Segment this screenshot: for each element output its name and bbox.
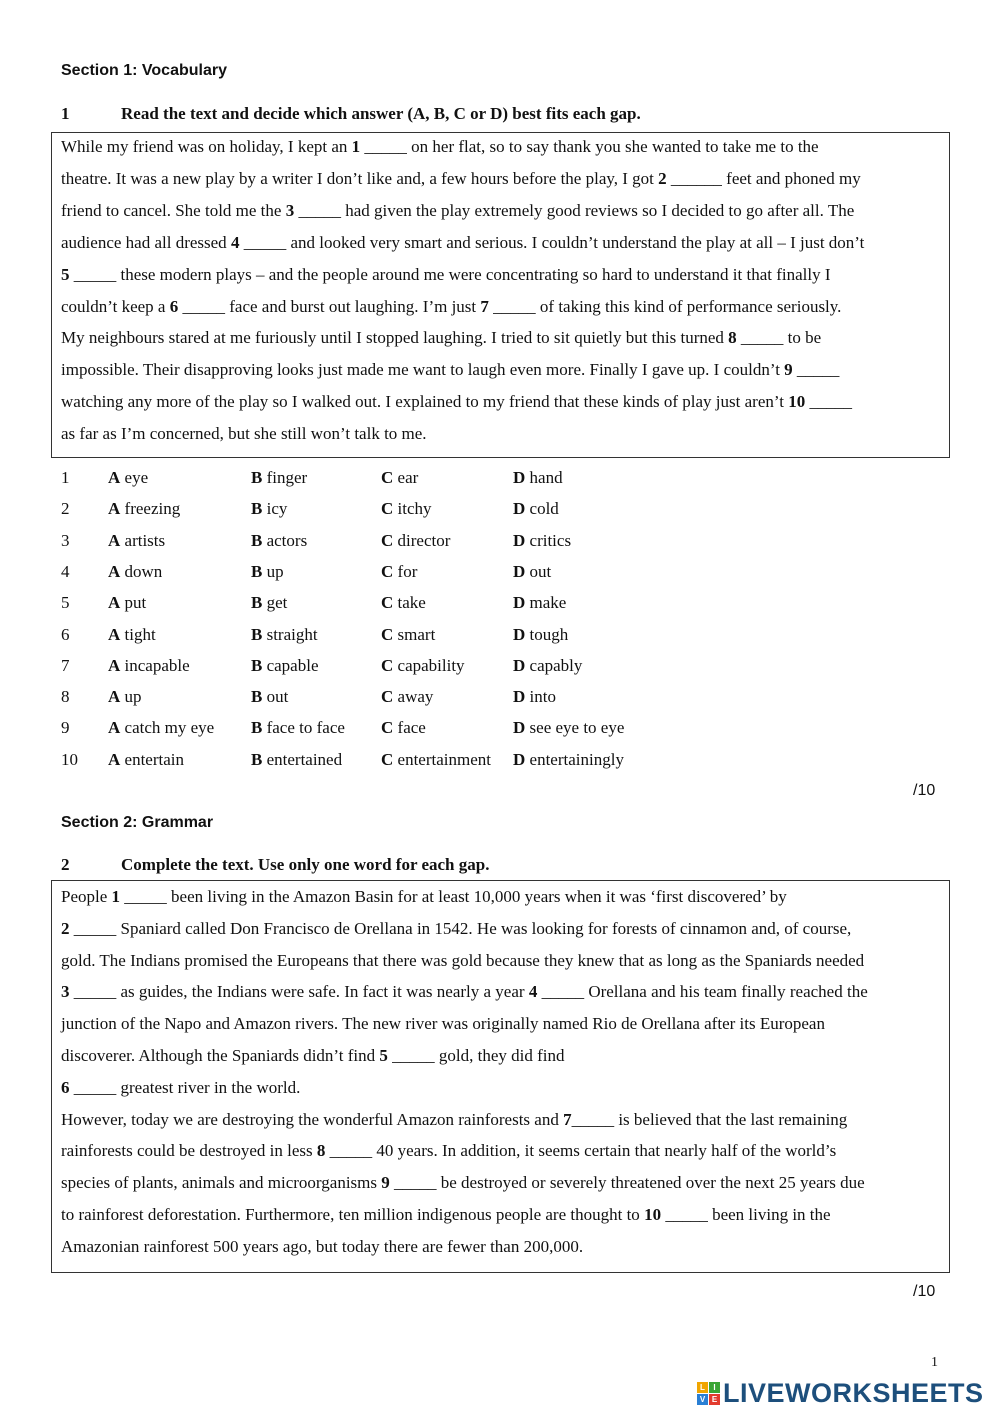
option-c[interactable]: [381, 750, 491, 770]
option-text: entertain: [124, 749, 184, 769]
page-number: 1: [931, 1355, 938, 1370]
gap-number: 9: [381, 1173, 390, 1193]
question-number: 1: [61, 104, 70, 123]
option-letter: B: [251, 749, 263, 769]
option-text: out: [266, 687, 289, 707]
option-b[interactable]: [251, 593, 287, 613]
passage-text: _____ gold, they did find: [387, 1046, 565, 1065]
passage-text: _____ on her flat, so to say thank you she wanted to take me to the: [360, 137, 819, 156]
option-b[interactable]: [251, 625, 318, 645]
option-text: out: [529, 561, 552, 581]
option-text: finger: [266, 468, 308, 487]
option-row: [0, 499, 700, 523]
option-c[interactable]: [381, 531, 450, 551]
option-letter: B: [251, 530, 263, 550]
option-text: cold: [529, 499, 559, 519]
passage-line: [61, 1046, 565, 1066]
instruction-text: Complete the text. Use only one word for each gap.: [121, 855, 490, 874]
passage-line: [61, 360, 839, 380]
option-letter: D: [513, 561, 526, 581]
passage-line: [61, 982, 868, 1002]
passage-text: _____ Spaniard called Don Francisco de Orellana in 1542. He was looking for forests of cinnamon and, of course,: [69, 918, 852, 938]
item-number: 3: [61, 530, 70, 550]
passage-text: _____ face and burst out laughing. I’m just: [178, 296, 481, 316]
passage-line: [61, 1141, 836, 1161]
passage-text: _____: [792, 360, 840, 380]
section1-heading: Section 1: Vocabulary: [61, 62, 227, 79]
option-text: make: [529, 593, 567, 613]
option-d[interactable]: [513, 625, 568, 645]
liveworksheets-logo: L I V E LIVEWORKSHEETS: [697, 1378, 984, 1409]
passage-line: [61, 919, 851, 939]
option-text: up: [124, 687, 142, 707]
passage-text: _____ and looked very smart and serious. I couldn’t understand the play at all – I just don’t: [239, 232, 865, 252]
question2-instruction: [61, 855, 489, 875]
option-text: capability: [397, 655, 465, 675]
gap-number: 8: [728, 328, 737, 348]
passage-text: as far as I’m concerned, but she still won’t talk to me.: [61, 424, 427, 444]
option-letter: D: [513, 718, 526, 738]
option-letter: C: [381, 624, 394, 644]
passage-text: species of plants, animals and microorganisms: [61, 1173, 382, 1193]
passage-text: _____ is believed that the last remaining: [571, 1109, 848, 1129]
option-c[interactable]: [381, 562, 417, 582]
option-a[interactable]: [108, 750, 184, 770]
option-letter: C: [381, 749, 394, 769]
passage-line: [61, 392, 852, 412]
option-text: actors: [266, 530, 308, 550]
option-a[interactable]: [108, 499, 180, 519]
item-number: 10: [61, 749, 78, 769]
passage-text: _____ been living in the Amazon Basin for at least 10,000 years when it was ‘first discovered’ by: [120, 887, 787, 906]
option-letter: C: [381, 468, 394, 487]
option-letter: D: [513, 687, 526, 707]
option-text: director: [397, 530, 451, 550]
option-letter: C: [381, 718, 394, 738]
option-text: catch my eye: [124, 718, 215, 738]
passage-line: [61, 137, 819, 157]
section2-score: /10: [913, 1283, 936, 1300]
option-b[interactable]: [251, 562, 284, 582]
option-text: down: [124, 561, 163, 581]
passage-text: friend to cancel. She told me the: [61, 200, 286, 220]
option-row: [0, 750, 700, 774]
option-text: capably: [529, 655, 583, 675]
passage-text: _____ had given the play extremely good reviews so I decided to go after all. The: [294, 200, 855, 220]
passage-line: [61, 1173, 865, 1193]
option-letter: D: [513, 593, 526, 613]
item-number: 6: [61, 624, 70, 644]
passage-text: junction of the Napo and Amazon rivers. The new river was originally named Rio de Orellana after its European: [61, 1014, 825, 1034]
option-text: up: [266, 561, 284, 581]
option-text: tough: [529, 624, 569, 644]
option-letter: A: [108, 530, 121, 550]
passage-text: People: [61, 887, 112, 906]
option-letter: A: [108, 499, 121, 519]
section2-heading: Section 2: Grammar: [61, 814, 214, 831]
option-text: ear: [397, 468, 419, 487]
option-text: see eye to eye: [529, 718, 625, 738]
option-letter: A: [108, 561, 121, 581]
passage-text: Amazonian rainforest 500 years ago, but today there are fewer than 200,000.: [61, 1236, 584, 1256]
option-letter: B: [251, 687, 263, 707]
option-d[interactable]: [513, 750, 624, 770]
option-letter: A: [108, 593, 121, 613]
passage-text: _____: [805, 392, 852, 412]
item-number: 9: [61, 718, 70, 738]
option-text: freezing: [124, 499, 181, 519]
option-c[interactable]: [381, 468, 418, 488]
option-row: [0, 562, 700, 586]
option-a[interactable]: [108, 593, 146, 613]
option-text: for: [397, 561, 418, 581]
gap-number: 5: [379, 1046, 388, 1065]
passage-text: _____ 40 years. In addition, it seems certain that nearly half of the world’s: [325, 1141, 837, 1161]
option-letter: B: [251, 593, 263, 613]
gap-number: 5: [61, 264, 70, 284]
gap-number: 4: [528, 982, 538, 1002]
option-b[interactable]: [251, 531, 307, 551]
option-letter: A: [108, 624, 121, 644]
passage-text: impossible. Their disapproving looks just made me want to laugh even more. Finally I gave up. I couldn’t: [61, 360, 785, 380]
option-text: capable: [266, 655, 319, 675]
option-text: icy: [266, 499, 288, 519]
option-letter: D: [513, 624, 526, 644]
option-letter: B: [251, 499, 263, 519]
option-letter: C: [381, 530, 394, 550]
gap-number: 10: [644, 1205, 662, 1224]
option-d[interactable]: [513, 531, 571, 551]
passage-text: discoverer. Although the Spaniards didn’t find: [61, 1046, 380, 1065]
option-b[interactable]: [251, 468, 307, 488]
option-text: put: [124, 593, 147, 613]
option-d[interactable]: [513, 562, 551, 582]
option-letter: C: [381, 593, 394, 613]
option-c[interactable]: [381, 687, 433, 707]
passage-line: [61, 951, 864, 971]
option-text: face: [397, 718, 426, 738]
passage-text: watching any more of the play so I walked out. I explained to my friend that these kinds of play just aren’t: [61, 392, 789, 412]
option-d[interactable]: [513, 656, 582, 676]
gap-number: 2: [61, 918, 70, 938]
option-d[interactable]: [513, 499, 559, 519]
option-a[interactable]: [108, 468, 148, 488]
option-letter: B: [251, 561, 263, 581]
option-letter: A: [108, 749, 121, 769]
passage-text: to rainforest deforestation. Furthermore, ten million indigenous people are thought to: [61, 1205, 645, 1224]
option-row: [0, 687, 700, 711]
option-row: [0, 593, 700, 617]
item-number: 8: [61, 687, 70, 707]
option-c[interactable]: [381, 593, 426, 613]
option-text: hand: [529, 468, 563, 487]
option-b[interactable]: [251, 499, 287, 519]
grammar-passage: [51, 880, 950, 1273]
gap-number: 3: [61, 982, 70, 1002]
logo-tiles-icon: L I V E: [697, 1382, 720, 1405]
passage-text: gold. The Indians promised the Europeans that there was gold because they knew that as long as the Spaniards needed: [61, 950, 865, 970]
option-letter: C: [381, 499, 394, 519]
section1-score: /10: [913, 782, 936, 799]
passage-text: However, today we are destroying the wonderful Amazon rainforests and: [61, 1109, 564, 1129]
option-text: tight: [124, 624, 156, 644]
instruction-text: Read the text and decide which answer (A, B, C or D) best fits each gap.: [121, 104, 641, 123]
option-letter: C: [381, 655, 394, 675]
passage-text: couldn’t keep a: [61, 296, 170, 316]
option-text: entertainment: [397, 749, 491, 769]
passage-text: rainforests could be destroyed in less: [61, 1141, 317, 1161]
question1-instruction: [61, 104, 641, 124]
gap-number: 1: [351, 137, 361, 156]
option-letter: C: [381, 561, 394, 581]
passage-line: [61, 887, 787, 907]
passage-text: _____ as guides, the Indians were safe. In fact it was nearly a year: [69, 982, 529, 1002]
option-b[interactable]: [251, 656, 319, 676]
option-a[interactable]: [108, 656, 190, 676]
option-a[interactable]: [108, 718, 214, 738]
option-letter: D: [513, 499, 526, 519]
passage-text: My neighbours stared at me furiously until I stopped laughing. I tried to sit quietly but this turned: [61, 328, 729, 348]
option-a[interactable]: [108, 562, 162, 582]
option-b[interactable]: [251, 750, 342, 770]
option-a[interactable]: [108, 625, 156, 645]
passage-line: [61, 297, 841, 317]
passage-line: [61, 1237, 583, 1257]
passage-text: theatre. It was a new play by a writer I don’t like and, a few hours before the play, I got: [61, 168, 659, 188]
option-letter: B: [251, 624, 263, 644]
gap-number: 7: [563, 1109, 572, 1129]
option-text: eye: [124, 468, 149, 487]
passage-text: While my friend was on holiday, I kept an: [61, 137, 352, 156]
option-row: [0, 656, 700, 680]
option-text: artists: [124, 530, 166, 550]
gap-number: 3: [285, 200, 295, 220]
passage-line: [61, 328, 821, 348]
option-text: critics: [529, 530, 572, 550]
passage-line: [61, 1078, 300, 1098]
option-letter: A: [108, 655, 121, 675]
passage-line: [61, 265, 831, 285]
passage-text: _____ to be: [736, 328, 822, 348]
option-c[interactable]: [381, 499, 432, 519]
option-d[interactable]: [513, 718, 624, 738]
passage-text: _____ been living in the: [661, 1205, 831, 1224]
option-letter: A: [108, 718, 121, 738]
option-text: entertainingly: [529, 749, 624, 769]
passage-line: [61, 169, 861, 189]
option-d[interactable]: [513, 593, 566, 613]
option-text: get: [266, 593, 288, 613]
passage-text: _____ be destroyed or severely threatened over the next 25 years due: [389, 1173, 865, 1193]
item-number: 4: [61, 561, 70, 581]
option-letter: C: [381, 687, 394, 707]
option-text: take: [397, 593, 426, 613]
option-d[interactable]: [513, 468, 563, 488]
option-letter: A: [108, 468, 121, 487]
gap-number: 1: [111, 887, 121, 906]
option-text: face to face: [266, 718, 345, 738]
passage-text: audience had all dressed: [61, 232, 231, 252]
gap-number: 10: [788, 392, 806, 412]
option-row: [0, 718, 700, 742]
option-text: straight: [266, 624, 318, 644]
option-row: [0, 625, 700, 649]
option-text: away: [397, 687, 434, 707]
gap-number: 6: [61, 1077, 70, 1097]
item-number: 5: [61, 593, 70, 613]
option-text: itchy: [397, 499, 432, 519]
option-c[interactable]: [381, 625, 435, 645]
item-number: 1: [61, 468, 70, 487]
gap-number: 6: [169, 296, 179, 316]
passage-text: ______ feet and phoned my: [666, 168, 861, 188]
option-row: [0, 468, 700, 492]
option-letter: D: [513, 655, 526, 675]
option-letter: D: [513, 530, 526, 550]
passage-line: [61, 1014, 825, 1034]
gap-number: 2: [658, 168, 667, 188]
gap-number: 7: [480, 296, 489, 316]
option-a[interactable]: [108, 531, 165, 551]
option-letter: A: [108, 687, 121, 707]
option-text: entertained: [266, 749, 343, 769]
vocabulary-passage: [51, 132, 950, 458]
option-letter: D: [513, 749, 526, 769]
option-c[interactable]: [381, 718, 426, 738]
option-letter: B: [251, 718, 263, 738]
option-text: incapable: [124, 655, 190, 675]
option-letter: B: [251, 468, 263, 487]
item-number: 7: [61, 655, 70, 675]
passage-line: [61, 424, 427, 444]
item-number: 2: [61, 499, 70, 519]
passage-line: [61, 1110, 847, 1130]
question-number: 2: [61, 855, 70, 874]
gap-number: 4: [230, 232, 240, 252]
option-letter: D: [513, 468, 526, 487]
gap-number: 8: [316, 1141, 326, 1161]
option-text: into: [529, 687, 556, 707]
passage-line: [61, 201, 854, 221]
passage-text: _____ Orellana and his team finally reached the: [537, 982, 868, 1002]
option-c[interactable]: [381, 656, 465, 676]
option-b[interactable]: [251, 718, 345, 738]
option-b[interactable]: [251, 687, 288, 707]
passage-line: [61, 1205, 831, 1225]
option-letter: B: [251, 655, 263, 675]
option-text: smart: [397, 624, 436, 644]
option-a[interactable]: [108, 687, 142, 707]
passage-text: _____ these modern plays – and the people around me were concentrating so hard to understand it that finally I: [69, 264, 831, 284]
passage-text: _____ greatest river in the world.: [69, 1077, 301, 1097]
option-row: [0, 531, 700, 555]
passage-line: [61, 233, 864, 253]
passage-text: _____ of taking this kind of performance seriously.: [488, 296, 842, 316]
option-d[interactable]: [513, 687, 556, 707]
gap-number: 9: [784, 360, 793, 380]
